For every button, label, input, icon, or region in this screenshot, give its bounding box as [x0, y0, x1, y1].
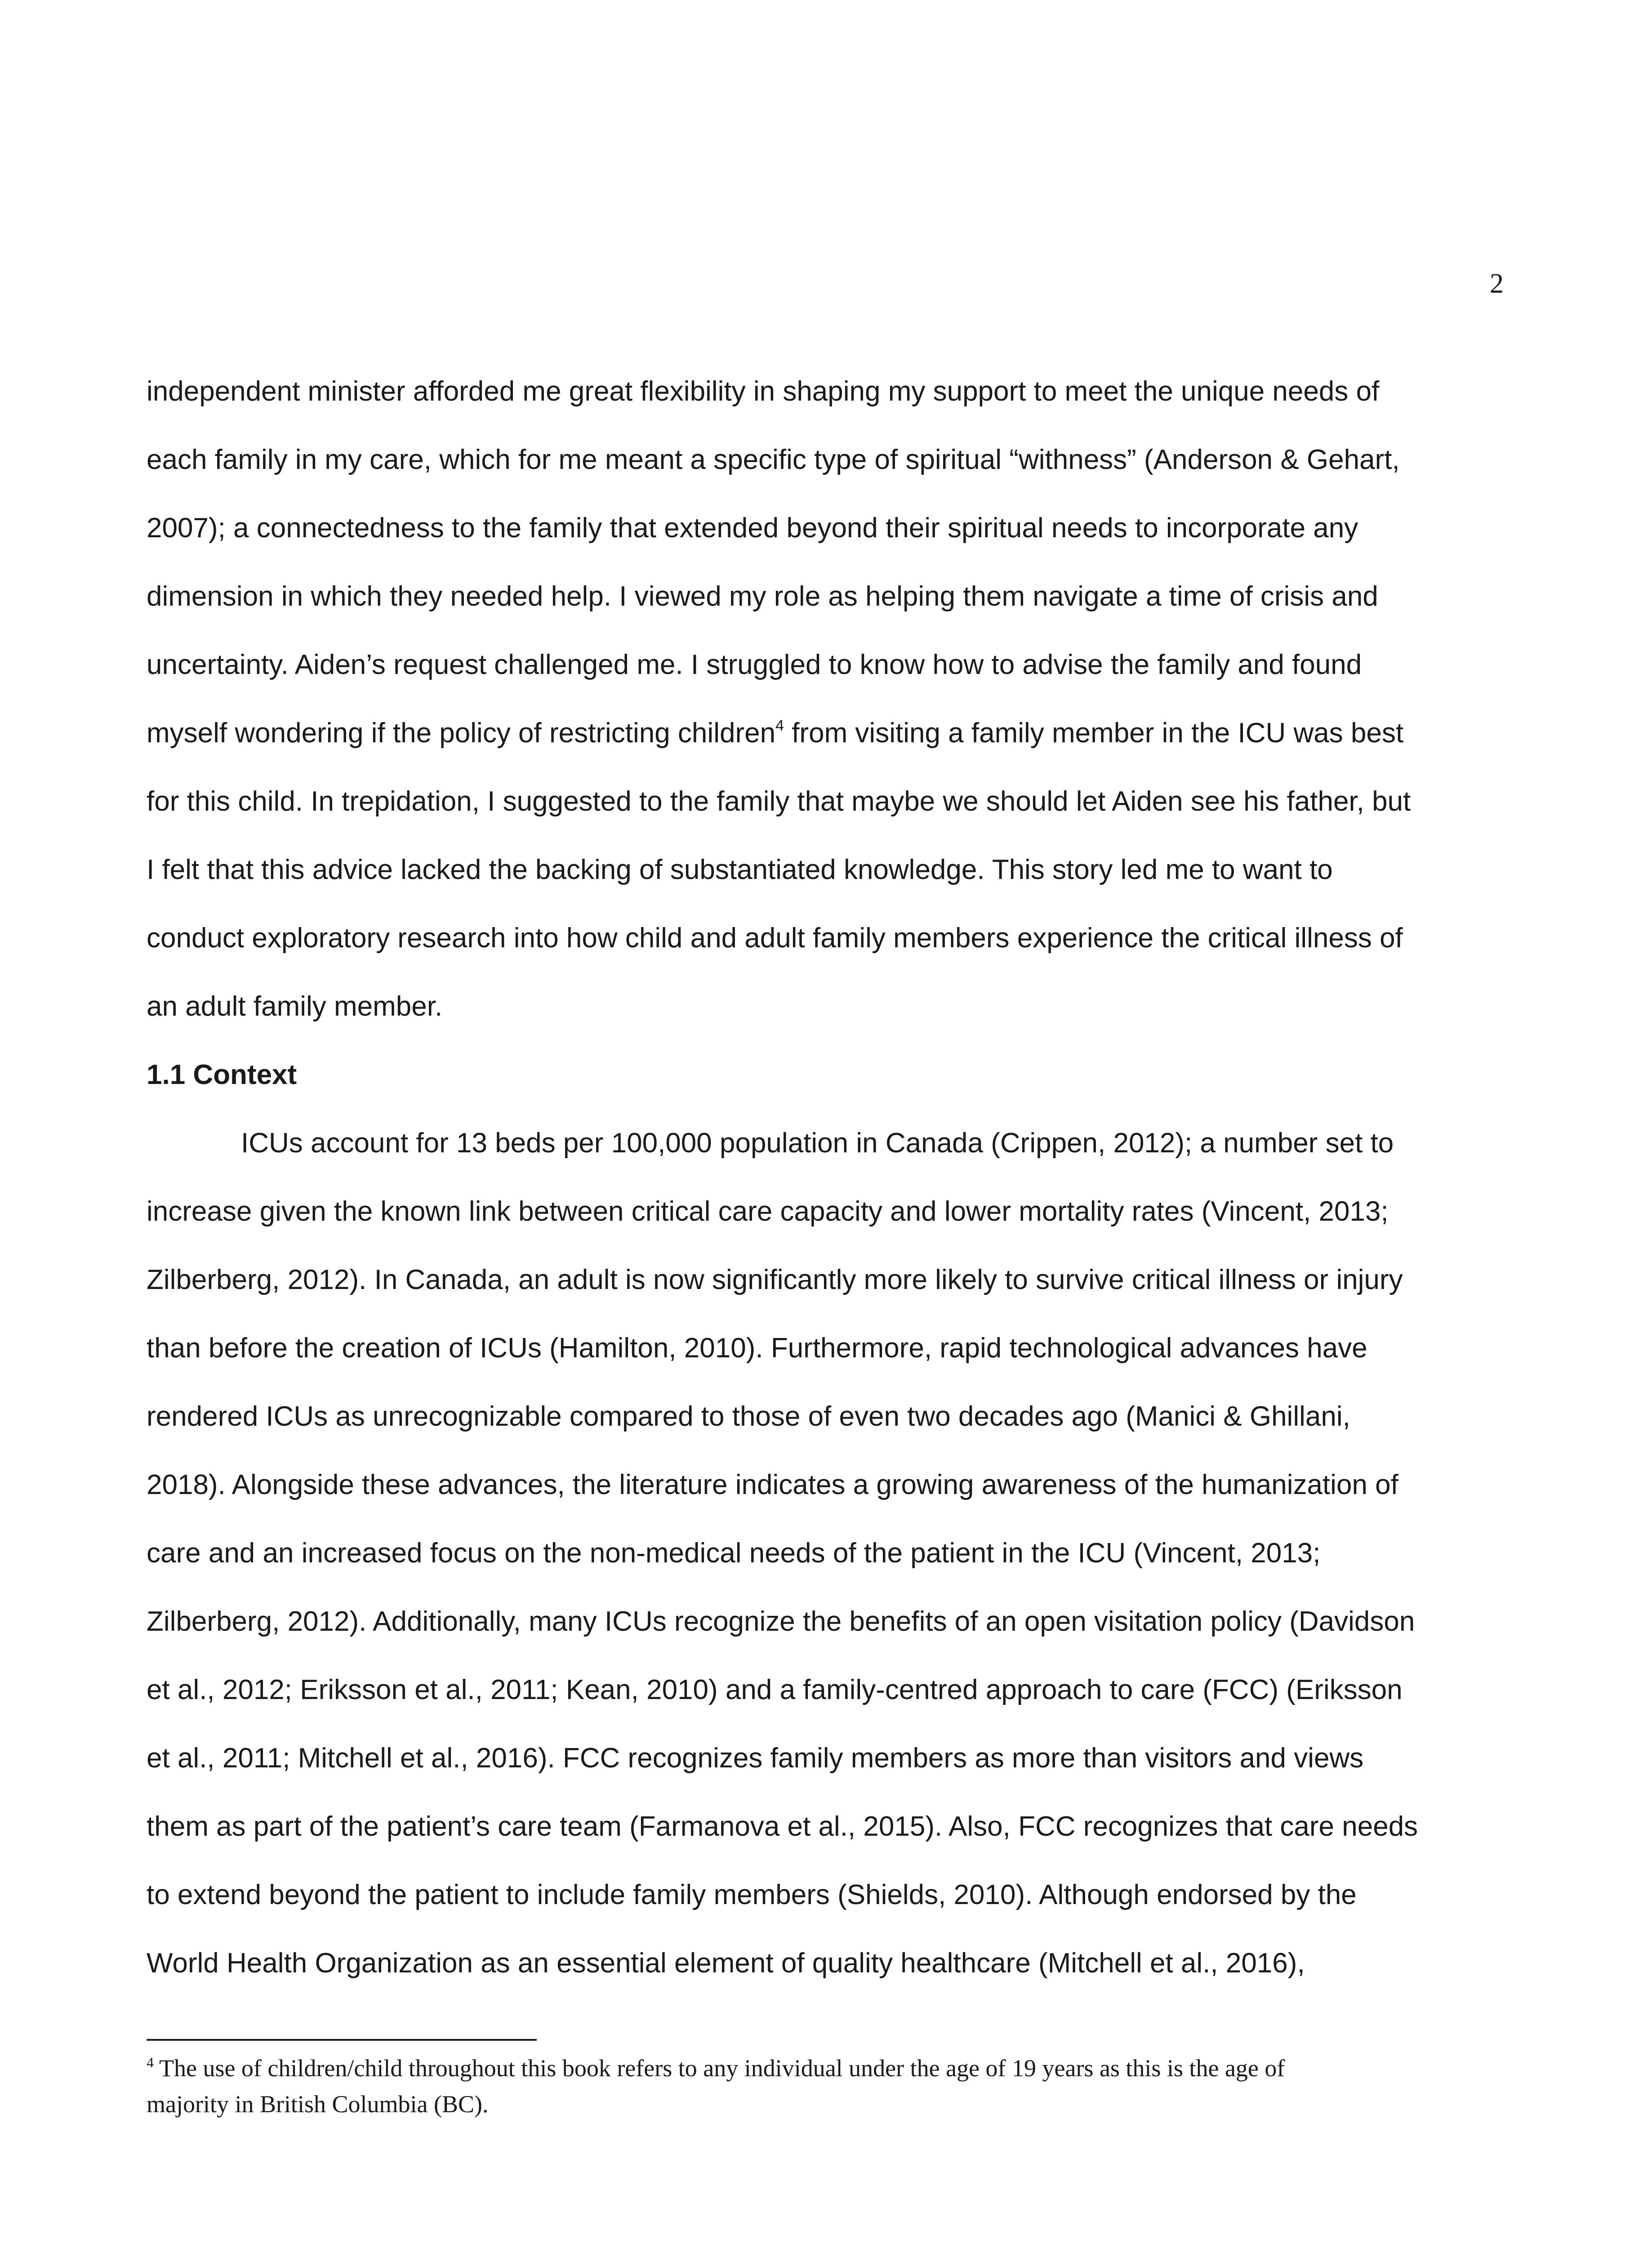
footnote-line: majority in British Columbia (BC). — [147, 2091, 489, 2118]
paragraph-intro — [147, 357, 1518, 1041]
footnote-number: 4 — [147, 2054, 154, 2070]
body-text — [147, 357, 1518, 1998]
text-line: than before the creation of ICUs (Hamilton, 2010). Furthermore, rapid technological advances have — [147, 1333, 1367, 1364]
footnote-line — [147, 2050, 1518, 2086]
text-line: for this child. In trepidation, I suggested to the family that maybe we should let Aiden see his father, but — [147, 786, 1411, 817]
paragraph-context — [147, 1109, 1518, 1998]
footnote-marker: 4 — [775, 717, 784, 734]
text-line: et al., 2011; Mitchell et al., 2016). FCC recognizes family members as more than visitors and views — [147, 1743, 1364, 1774]
text-line: them as part of the patient’s care team (Farmanova et al., 2015). Also, FCC recognizes that care needs — [147, 1811, 1418, 1842]
text-line: independent minister afforded me great flexibility in shaping my support to meet the unique needs of — [147, 376, 1380, 407]
text-line: et al., 2012; Eriksson et al., 2011; Kean, 2010) and a family-centred approach to care (FCC) (Eriksson — [147, 1674, 1403, 1705]
text-line: I felt that this advice lacked the backing of substantiated knowledge. This story led me to want to — [147, 854, 1333, 885]
text-line-with-footnote — [147, 699, 1518, 767]
text-line: 2007); a connectedness to the family that extended beyond their spiritual needs to incorporate any — [147, 513, 1358, 544]
text-line: each family in my care, which for me meant a specific type of spiritual “withness” (Anderson & Gehart, — [147, 444, 1400, 475]
text-line: World Health Organization as an essential element of quality healthcare (Mitchell et al., 2016), — [147, 1948, 1305, 1979]
text-line: an adult family member. — [147, 991, 443, 1022]
text-line: increase given the known link between critical care capacity and lower mortality rates (Vincent, 2013; — [147, 1196, 1389, 1227]
text-line: to extend beyond the patient to include family members (Shields, 2010). Although endorsed by the — [147, 1879, 1357, 1910]
text-line: Zilberberg, 2012). Additionally, many ICUs recognize the benefits of an open visitation policy (Davidson — [147, 1606, 1415, 1637]
text-line: 2018). Alongside these advances, the literature indicates a growing awareness of the humanization of — [147, 1469, 1398, 1500]
text-line: uncertainty. Aiden’s request challenged me. I struggled to know how to advise the family and found — [147, 649, 1362, 680]
text-segment: from visiting a family member in the ICU was best — [784, 718, 1404, 749]
text-line: care and an increased focus on the non-medical needs of the patient in the ICU (Vincent, 2013; — [147, 1538, 1321, 1569]
text-segment: myself wondering if the policy of restricting children — [147, 718, 776, 749]
page-number: 2 — [1490, 268, 1504, 299]
section-heading: 1.1 Context — [147, 1059, 297, 1090]
footnote — [147, 2050, 1518, 2122]
text-line: rendered ICUs as unrecognizable compared to those of even two decades ago (Manici & Ghillani, — [147, 1401, 1350, 1432]
footnote-separator — [147, 2039, 537, 2041]
text-line: Zilberberg, 2012). In Canada, an adult is now significantly more likely to survive critical illness or injury — [147, 1264, 1403, 1295]
footnote-text: The use of children/child throughout this book refers to any individual under the age of 19 years as this is the age of — [159, 2055, 1285, 2082]
text-line: dimension in which they needed help. I viewed my role as helping them navigate a time of crisis and — [147, 581, 1378, 612]
text-line: conduct exploratory research into how child and adult family members experience the critical illness of — [147, 923, 1403, 954]
text-line: ICUs account for 13 beds per 100,000 population in Canada (Crippen, 2012); a number set to — [241, 1128, 1394, 1159]
